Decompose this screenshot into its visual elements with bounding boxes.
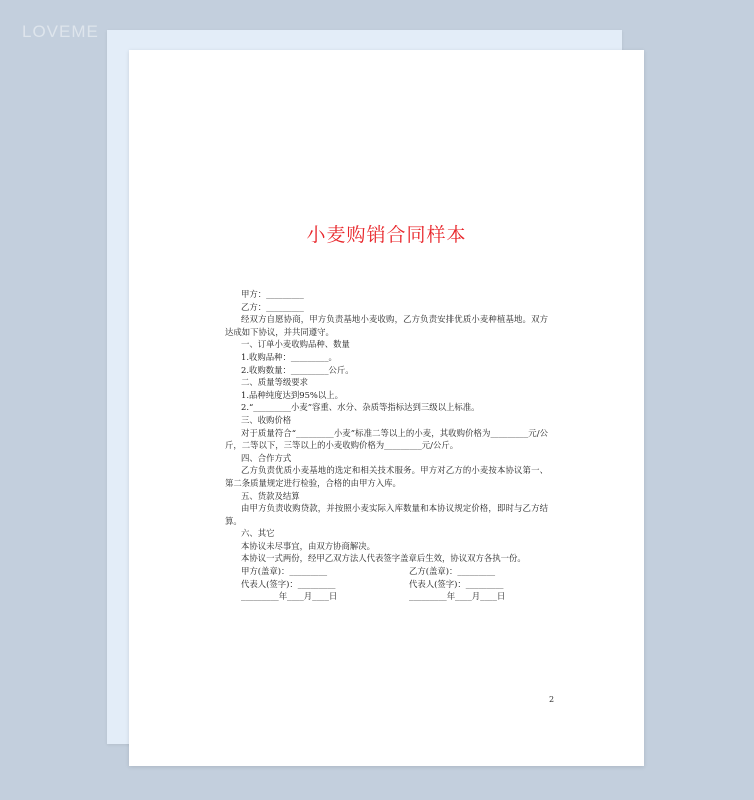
section-3-text: 对于质量符合“_________小麦”标准二等以上的小麦，其收购价格为_________元/公斤，二等以下，三等以上的小麦收购价格为_________元/公斤。 (225, 427, 548, 451)
representative-row (225, 578, 548, 591)
date-row (225, 590, 548, 603)
section-3-heading: 三、收购价格 (241, 414, 292, 425)
contract-body (225, 236, 548, 603)
section-5-heading: 五、货款及结算 (241, 490, 300, 501)
section-6-item-2: 本协议一式两份，经甲乙双方法人代表签字盖章后生效，协议双方各执一份。 (241, 553, 526, 564)
section-1-item-2: 2.收购数量：_________公斤。 (241, 364, 354, 375)
intro-paragraph: 经双方自愿协商，甲方负责基地小麦收购，乙方负责安排优质小麦种植基地。双方达成如下协议，并共同遵守。 (225, 314, 548, 337)
party-b-line: 乙方：_________ (241, 301, 304, 312)
party-a-date: _________年____月____日 (241, 591, 338, 602)
party-b-date: _________年____月____日 (409, 591, 506, 602)
party-a-representative: 代表人(签字)：_________ (241, 578, 336, 589)
party-a-line: 甲方：_________ (241, 289, 304, 299)
document-title: 小麦购销合同样本 (306, 224, 467, 246)
section-1-item-1: 1.收购品种：_________。 (241, 351, 337, 362)
party-b-representative: 代表人(签字)：_________ (409, 578, 504, 589)
page-number: 2 (549, 695, 555, 704)
seal-row (225, 565, 548, 578)
section-2-heading: 二、质量等级要求 (241, 377, 308, 388)
section-5-text: 由甲方负责收购贷款，并按照小麦实际入库数量和本协议规定价格，即时与乙方结算。 (225, 503, 548, 526)
section-2-item-1: 1.品种纯度达到95%以上。 (241, 389, 343, 400)
watermark-logo: LOVEME (22, 22, 99, 41)
section-4-text: 乙方负责优质小麦基地的选定和相关技术服务。甲方对乙方的小麦按本协议第一、第二条质量规定进行检验，合格的由甲方入库。 (225, 465, 548, 488)
document-page (129, 50, 644, 766)
section-6-item-1: 本协议未尽事宜，由双方协商解决。 (241, 540, 375, 551)
section-6-heading: 六、其它 (241, 528, 275, 539)
party-a-seal: 甲方(盖章)：_________ (241, 566, 328, 577)
party-b-seal: 乙方(盖章)：_________ (409, 566, 496, 577)
section-4-heading: 四、合作方式 (241, 452, 292, 463)
section-2-item-2: 2.“_________小麦”容重、水分、杂质等指标达到三级以上标准。 (241, 402, 480, 413)
section-1-heading: 一、订单小麦收购品种、数量 (241, 339, 350, 350)
